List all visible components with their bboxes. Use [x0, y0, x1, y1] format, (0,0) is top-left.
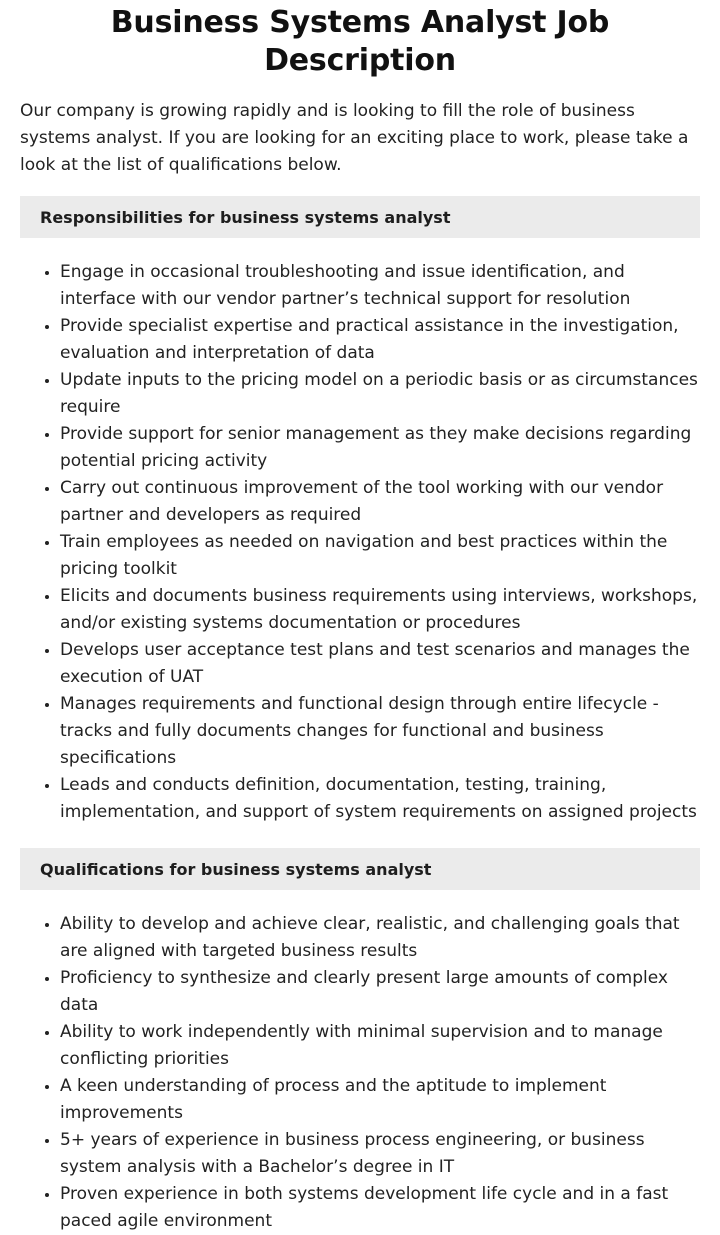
list-item: • Ability to work independently with minimal supervision and to manage conflicting priorities [60, 1019, 700, 1073]
list-item: • Engage in occasional troubleshooting and issue identification, and interface with our vendor partner’s technical support for resolution [60, 259, 700, 313]
list-item: • Develops user acceptance test plans and test scenarios and manages the execution of UAT [60, 637, 700, 691]
list-item: • Train employees as needed on navigation and best practices within the pricing toolkit [60, 529, 700, 583]
list-item: • 5+ years of experience in business process engineering, or business system analysis with a Bachelor’s degree in IT [60, 1127, 700, 1181]
page-title: Business Systems Analyst Job Description [110, 5, 610, 78]
list-item: • Ability to develop and achieve clear, realistic, and challenging goals that are aligned with targeted business results [60, 911, 700, 965]
list-item: • A keen understanding of process and the aptitude to implement improvements [60, 1073, 700, 1127]
qualifications-list [20, 911, 700, 1235]
list-item: • Provide support for senior management as they make decisions regarding potential pricing activity [60, 421, 700, 475]
list-item: • Proven experience in both systems development life cycle and in a fast paced agile environment [60, 1181, 700, 1235]
list-item: • Leads and conducts definition, documentation, testing, training, implementation, and support of system requirements on assigned projects [60, 772, 700, 826]
list-item: • Carry out continuous improvement of the tool working with our vendor partner and developers as required [60, 475, 700, 529]
list-item: • Provide specialist expertise and practical assistance in the investigation, evaluation and interpretation of data [60, 313, 700, 367]
responsibilities-list [20, 259, 700, 826]
list-item: • Proficiency to synthesize and clearly present large amounts of complex data [60, 965, 700, 1019]
list-item: • Elicits and documents business requirements using interviews, workshops, and/or existing systems documentation or procedures [60, 583, 700, 637]
qualifications-heading: Qualifications for business systems analyst [40, 859, 432, 879]
responsibilities-header [20, 196, 700, 238]
list-item: • Update inputs to the pricing model on a periodic basis or as circumstances require [60, 367, 700, 421]
list-item: • Manages requirements and functional design through entire lifecycle - tracks and fully documents changes for functional and business specifications [60, 691, 700, 772]
qualifications-header [20, 848, 700, 890]
intro-paragraph: Our company is growing rapidly and is looking to fill the role of business systems analyst. If you are looking for an exciting place to work, please take a look at the list of qualifications below. [20, 101, 689, 175]
responsibilities-heading: Responsibilities for business systems analyst [40, 207, 451, 227]
